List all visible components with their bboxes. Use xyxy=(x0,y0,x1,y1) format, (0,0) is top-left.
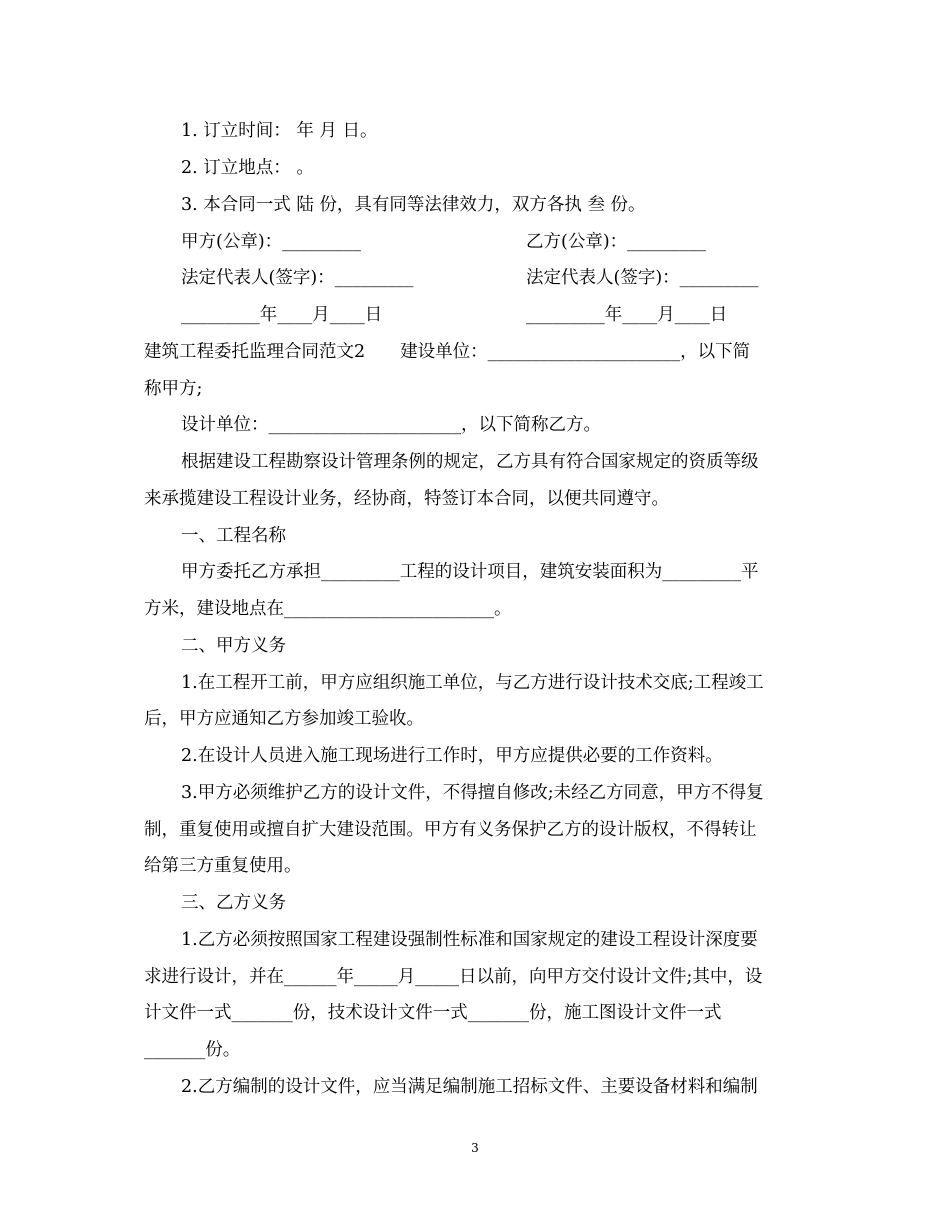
page-number: 3 xyxy=(471,1141,479,1155)
paragraph-line: 来承揽建设工程设计业务，经协商，特签订本合同，以便共同遵守。 xyxy=(144,489,669,509)
clause-copies: 3. 本合同一式 陆 份，具有同等法律效力，双方各执 叁 份。 xyxy=(181,195,646,215)
paragraph-line: 求进行设计，并在______年_____月_____日以前，向甲方交付设计文件;其中，设 xyxy=(144,967,763,987)
paragraph-line: 称甲方; xyxy=(144,379,203,399)
paragraph-line: 2.乙方编制的设计文件，应当满足编制施工招标文件、主要设备材料和编制 xyxy=(181,1077,758,1097)
party-a-seal: 甲方(公章)：_________ xyxy=(181,232,361,252)
paragraph-line: 2.在设计人员进入施工现场进行工作时，甲方应提供必要的工作资料。 xyxy=(181,746,723,766)
paragraph-line: 计文件一式_______份，技术设计文件一式_______份，施工图设计文件一式 xyxy=(144,1003,722,1023)
party-b-representative: 法定代表人(签字)：_________ xyxy=(526,268,759,288)
paragraph-line: 方米，建设地点在________________________。 xyxy=(144,599,512,619)
section-heading-party-a-duties: 二、甲方义务 xyxy=(181,636,286,656)
paragraph-line: 制，重复使用或擅自扩大建设范围。甲方有义务保护乙方的设计版权，不得转让 xyxy=(144,820,757,840)
contract-title-and-client: 建筑工程委托监理合同范文2 建设单位：______________________，以下简 xyxy=(144,342,751,362)
paragraph-line: 1.乙方必须按照国家工程建设强制性标准和国家规定的建设工程设计深度要 xyxy=(181,930,758,950)
section-heading-party-b-duties: 三、乙方义务 xyxy=(181,893,286,913)
paragraph-line: 1.在工程开工前，甲方应组织施工单位，与乙方进行设计技术交底;工程竣工 xyxy=(181,673,764,693)
paragraph-line: 3.甲方必须维护乙方的设计文件，不得擅自修改;未经乙方同意，甲方不得复 xyxy=(181,783,764,803)
design-unit-line: 设计单位：______________________，以下简称乙方。 xyxy=(181,415,601,435)
clause-signing-place: 2. 订立地点： 。 xyxy=(181,158,314,178)
paragraph-line: 甲方委托乙方承担_________工程的设计项目，建筑安装面积为_________平 xyxy=(181,562,759,582)
clause-signing-time: 1. 订立时间： 年 月 日。 xyxy=(181,121,378,141)
party-a-date: _________年____月____日 xyxy=(181,305,383,325)
section-heading-project-name: 一、工程名称 xyxy=(181,526,286,546)
paragraph-line: 给第三方重复使用。 xyxy=(144,856,302,876)
party-b-date: _________年____月____日 xyxy=(526,305,728,325)
party-b-seal: 乙方(公章)：_________ xyxy=(526,232,706,252)
party-a-representative: 法定代表人(签字)：_________ xyxy=(181,268,414,288)
paragraph-line: 后，甲方应通知乙方参加竣工验收。 xyxy=(144,709,424,729)
paragraph-line: _______份。 xyxy=(144,1040,241,1060)
paragraph-line: 根据建设工程勘察设计管理条例的规定，乙方具有符合国家规定的资质等级 xyxy=(181,452,759,472)
